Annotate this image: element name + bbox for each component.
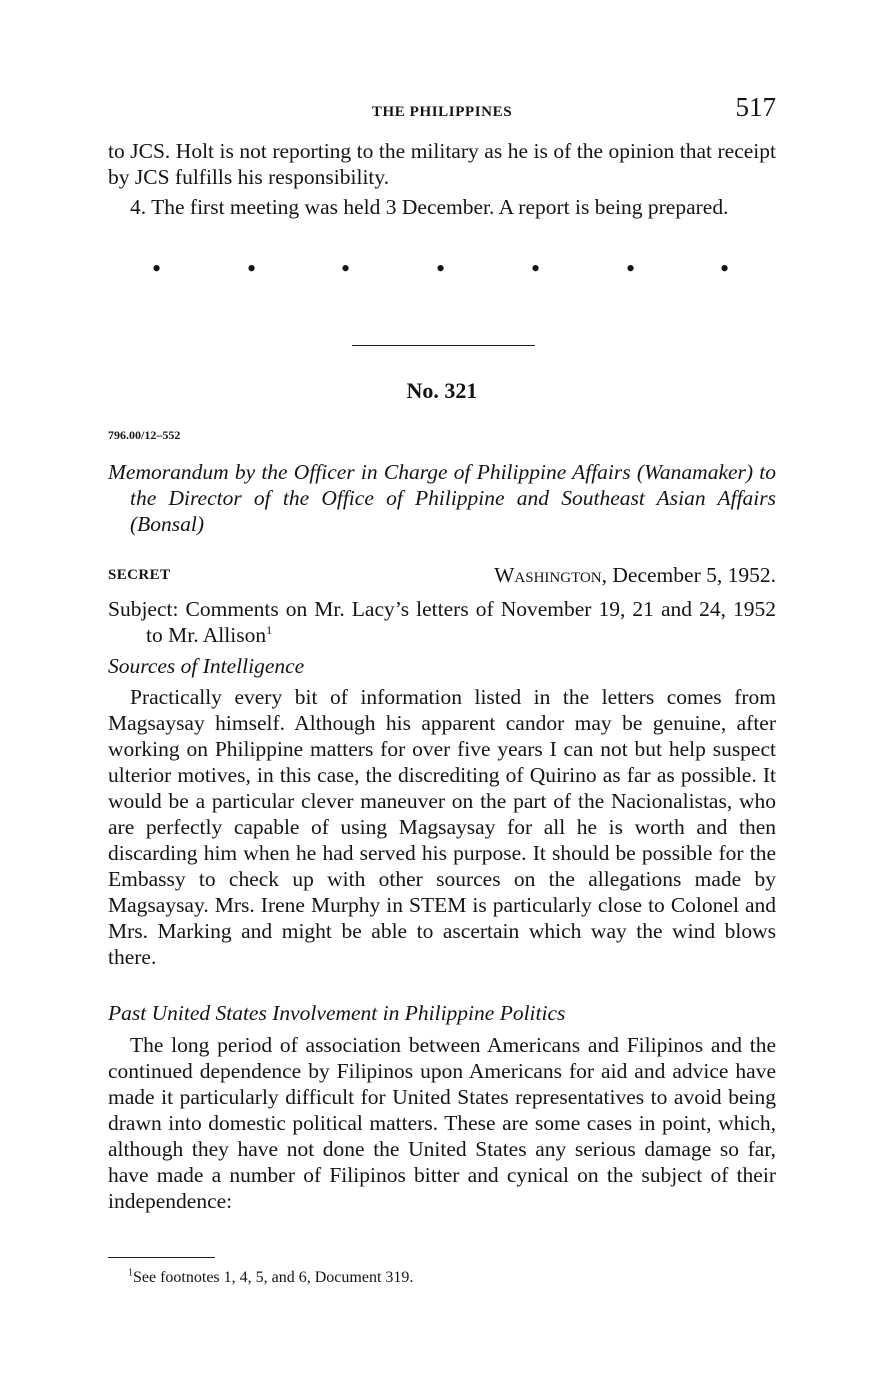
subject-line [108,596,776,648]
ellipsis-row [108,254,776,284]
footnote-mark: 1 [128,1267,133,1279]
ellipsis-dot: • [720,254,730,283]
section-divider [352,345,535,346]
footnote-text: See footnotes 1, 4, 5, and 6, Document 319. [133,1269,414,1286]
footnote-reference: 1 [266,622,273,637]
ellipsis-dot: • [626,254,636,283]
subject-text: Subject: Comments on Mr. Lacy’s letters of November 19, 21 and 24, 1952 to Mr. Allison [108,597,776,647]
document-number: No. 321 [406,378,478,403]
paragraph-sources: Practically every bit of information listed in the letters comes from Magsaysay himself. Although his apparent candor may be genuine, after working on Philippine matters for over five years I can not but help suspect ulterior motives, in this case, the discrediting of Quirino as far as possible. It would be a particular clever maneuver on the part of the Nacionalistas, who are perfectly capable of using Magsaysay for all he is worth and then discarding him when he had served his purpose. It should be possible for the Embassy to check up with other sources on the allegations made by Magsaysay. Mrs. Irene Murphy in STEM is particularly close to Colonel and Mrs. Marking and might be able to ascertain which way the wind blows there. [108,685,776,969]
paragraph-involvement: The long period of association between Americans and Filipinos and the continued dependence by Filipinos upon Americans for aid and advice have made it particularly difficult for United States representatives to avoid being drawn into domestic political matters. These are some cases in point, which, although they have not done the United States any serious damage so far, have made a number of Filipinos bitter and cynical on the subject of their independence: [108,1033,776,1213]
dateline-date: , December 5, 1952. [601,563,776,587]
ellipsis-dot: • [436,254,446,283]
running-header [108,92,776,130]
footnote-divider [108,1257,215,1258]
ellipsis-dot: • [247,254,257,283]
ellipsis-dot: • [152,254,162,283]
footnote [128,1268,413,1288]
running-title: THE PHILIPPINES [371,104,513,120]
file-reference: 796.00/12–552 [108,428,181,442]
section-heading-involvement: Past United States Involvement in Philippine Politics [108,1001,566,1025]
classification-line [108,563,776,591]
ellipsis-dot: • [531,254,541,283]
section-heading-sources: Sources of Intelligence [108,654,305,678]
continuation-paragraph: to JCS. Holt is not reporting to the military as he is of the opinion that receipt by JCS fulfills his responsibility. [108,139,776,189]
document-heading: Memorandum by the Officer in Charge of Philippine Affairs (Wanamaker) to the Director of the Office of Philippine and Southeast Asian Affairs (Bonsal) [108,460,776,536]
ellipsis-dot: • [341,254,351,283]
dateline [494,563,776,588]
page-number: 517 [735,92,776,122]
classification-label: SECRET [108,567,171,583]
numbered-item-4: 4. The first meeting was held 3 December. A report is being prepared. [130,195,729,219]
dateline-place: Washington [494,563,602,587]
